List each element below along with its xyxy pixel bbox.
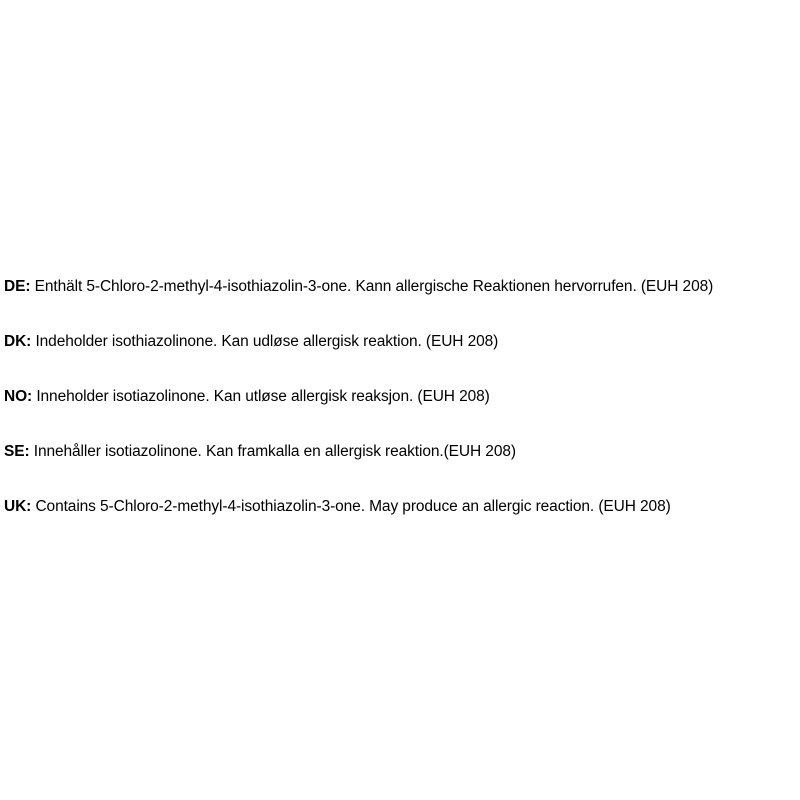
language-code-uk: UK: [4,498,32,515]
warning-se [4,441,798,463]
warning-text-se: Innehåller isotiazolinone. Kan framkalla en allergisk reaktion.(EUH 208) [29,443,516,460]
warning-no [4,386,798,408]
language-code-no: NO: [4,388,33,405]
warning-text-dk: Indeholder isothiazolinone. Kan udløse allergisk reaktion. (EUH 208) [31,333,499,350]
warning-text-de: Enthält 5-Chloro-2-methyl-4-isothiazolin-3-one. Kann allergische Reaktionen hervorrufen. (EUH 208) [30,278,714,295]
allergen-warning-list [4,276,798,551]
warning-dk [4,331,798,353]
warning-text-uk: Contains 5-Chloro-2-methyl-4-isothiazolin-3-one. May produce an allergic reaction. (EUH 208) [31,498,671,515]
language-code-dk: DK: [4,333,32,350]
warning-text-no: Inneholder isotiazolinone. Kan utløse allergisk reaksjon. (EUH 208) [32,388,490,405]
language-code-se: SE: [4,443,30,460]
warning-uk [4,496,798,518]
language-code-de: DE: [4,278,31,295]
warning-de [4,276,798,298]
